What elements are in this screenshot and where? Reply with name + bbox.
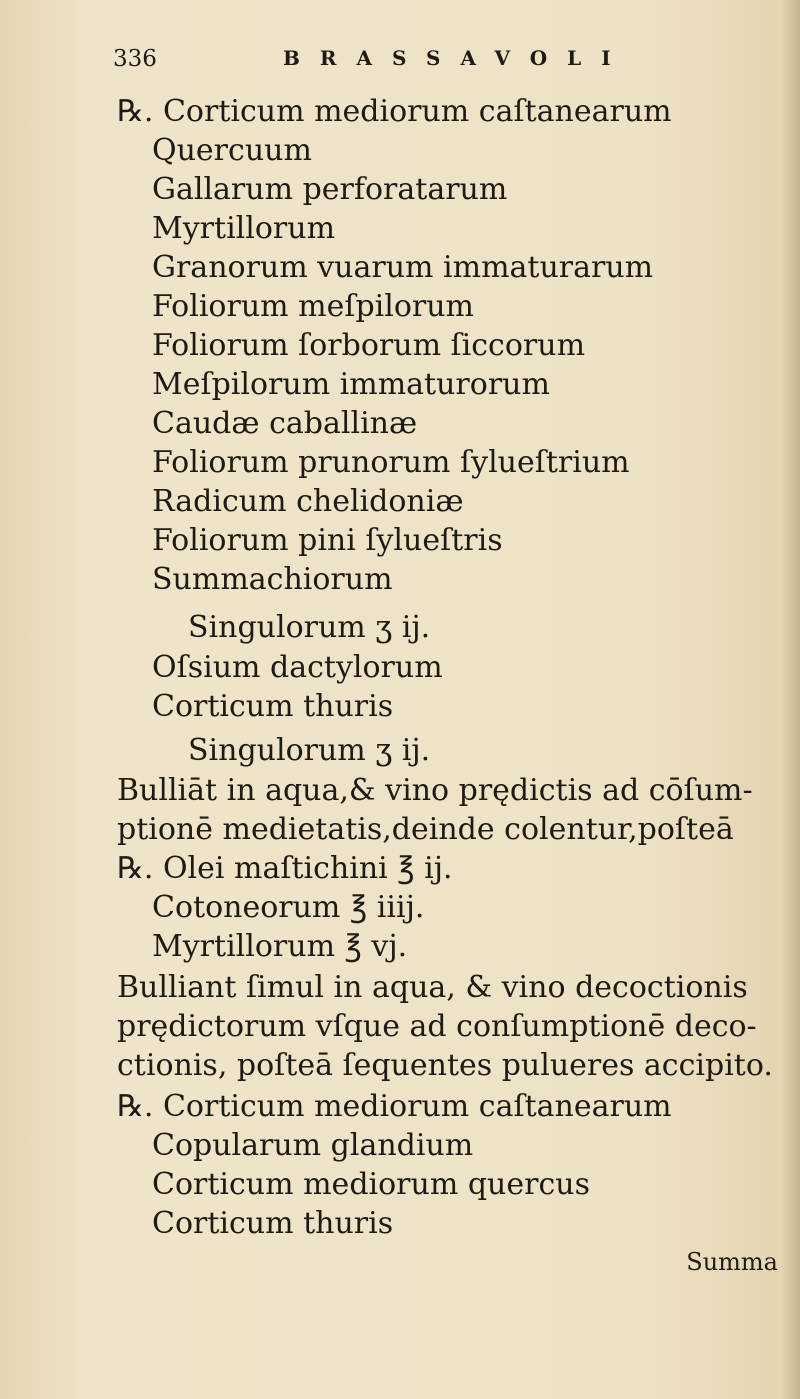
page-number: 336 xyxy=(113,46,157,72)
text-line: Singulorum ʒ ij. xyxy=(188,610,431,645)
text-line: ctionis, poſteā ſequentes pulueres accipito. xyxy=(117,1048,773,1083)
page-edge-shadow xyxy=(782,0,800,1399)
text-line: ptionē medietatis,deinde colentur,poſteā xyxy=(117,812,734,847)
text-line: Radicum chelidoniæ xyxy=(152,484,464,519)
text-line: Corticum mediorum quercus xyxy=(152,1167,590,1202)
text-line: Summachiorum xyxy=(152,562,393,597)
text-line: prędictorum vſque ad conſumptionē deco- xyxy=(117,1009,757,1044)
text-line: Cotoneorum ℥ iiij. xyxy=(152,890,425,925)
text-line: ℞. Corticum mediorum caſtanearum xyxy=(117,94,672,129)
text-line: Bulliāt in aqua,& vino prędictis ad cōſum- xyxy=(117,773,753,808)
text-line: Bulliant ſimul in aqua, & vino decoctionis xyxy=(117,970,748,1005)
text-line: Foliorum meſpilorum xyxy=(152,289,475,324)
text-line: Corticum thuris xyxy=(152,689,394,724)
text-line: Oſsium dactylorum xyxy=(152,650,443,685)
text-line: Quercuum xyxy=(152,133,312,168)
text-line: Myrtillorum ℥ vj. xyxy=(152,929,408,964)
text-line: Foliorum pini ſylueſtris xyxy=(152,523,503,558)
text-line: Foliorum ſorborum ſiccorum xyxy=(152,328,586,363)
text-line: Meſpilorum immaturorum xyxy=(152,367,550,402)
text-line: Foliorum prunorum ſylueſtrium xyxy=(152,445,630,480)
text-line: Gallarum perforatarum xyxy=(152,172,508,207)
text-line: Copularum glandium xyxy=(152,1128,474,1163)
text-line: Granorum vuarum immaturarum xyxy=(152,250,654,285)
text-line: Singulorum ʒ ij. xyxy=(188,733,431,768)
text-line: ℞. Olei maſtichini ℥ ij. xyxy=(117,851,453,886)
running-head: BRASSAVOLI xyxy=(283,46,631,70)
text-line: Myrtillorum xyxy=(152,211,336,246)
text-line: ℞. Corticum mediorum caſtanearum xyxy=(117,1089,672,1124)
page-header xyxy=(113,46,713,86)
text-line: Corticum thuris xyxy=(152,1206,394,1241)
catchword: Summa xyxy=(686,1248,778,1276)
text-line: Caudæ caballinæ xyxy=(152,406,418,441)
